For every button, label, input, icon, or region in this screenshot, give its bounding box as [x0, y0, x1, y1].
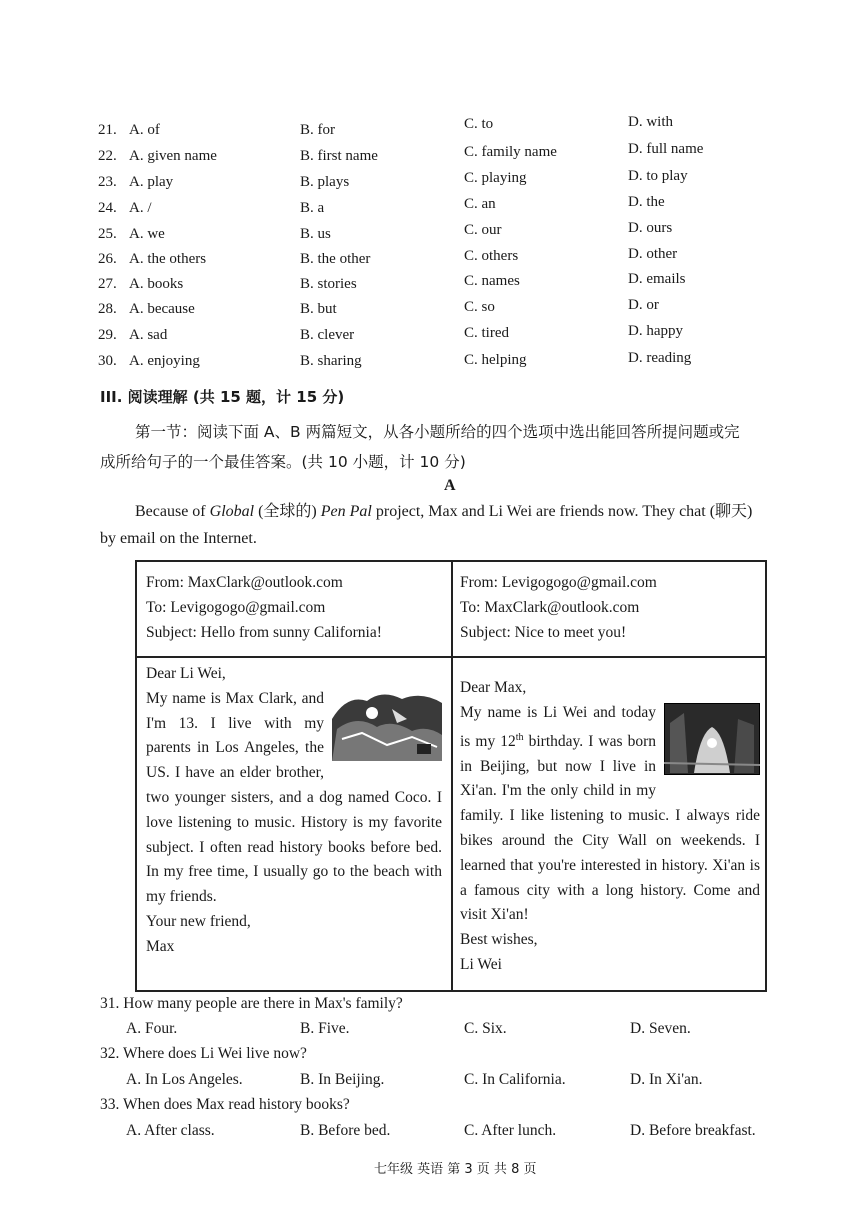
- question-text: 33. When does Max read history books?: [100, 1096, 350, 1113]
- right-body-post: birthday. I was born in Beijing, but now I live in Xi'an. I'm the only child in my family. I like listening to music. I always ride bikes around the City Wall on weekends. I learned that you're interested in history. Xi'an is a famous city with a long history. Come and visit Xi'an!: [460, 732, 760, 924]
- left-email-header: [146, 570, 446, 645]
- option-d: D. full name: [628, 141, 704, 157]
- option-d: D. to play: [628, 168, 688, 184]
- question-number: 30.: [98, 353, 117, 369]
- left-email-body: [146, 662, 442, 960]
- option-row-21: [0, 114, 868, 148]
- option-d: D. the: [628, 194, 665, 210]
- option-b: B. first name: [300, 148, 378, 164]
- option-d: D. other: [628, 246, 678, 262]
- option-c: C. our: [464, 222, 502, 238]
- question-number: 27.: [98, 276, 117, 292]
- left-closing: Your new friend,: [146, 912, 251, 930]
- email-table: [135, 560, 767, 992]
- option-c: C. to: [464, 116, 494, 132]
- option-a: A. After class.: [126, 1122, 215, 1139]
- left-greeting: Dear Li Wei,: [146, 665, 226, 682]
- intro-penpal: Pen Pal: [320, 503, 372, 520]
- right-body-pre: My name is Li Wei and today is my 12: [460, 703, 656, 750]
- option-a: A. because: [129, 301, 195, 317]
- question-number: 28.: [98, 301, 117, 317]
- intro-text-3: project, Max and Li Wei are friends now. They chat (聊天): [371, 503, 753, 520]
- option-row-25: [0, 220, 868, 252]
- right-signature: Li Wei: [460, 955, 502, 973]
- option-a: A. Four.: [126, 1020, 178, 1037]
- option-c: C. After lunch.: [464, 1122, 557, 1139]
- passage-intro: [135, 498, 752, 525]
- option-b: B. clever: [300, 327, 355, 343]
- option-b: B. a: [300, 200, 325, 216]
- option-d: D. or: [628, 297, 659, 313]
- right-subject: Subject: Nice to meet you!: [460, 624, 627, 641]
- left-body: My name is Max Clark, and I'm 13. I live with my parents in Los Angeles, the US. I have an elder brother, two younger sisters, and a dog named Coco. I love listening to music. History is my favorite subject. I often read history books before bed. In my free time, I usually go to the beach with my friends.: [146, 689, 442, 906]
- right-closing: Best wishes,: [460, 931, 538, 949]
- left-from: From: MaxClark@outlook.com: [146, 574, 343, 591]
- option-a: A. we: [129, 226, 165, 242]
- option-d: D. Seven.: [630, 1020, 691, 1037]
- option-c: C. Six.: [464, 1020, 507, 1037]
- option-b: B. Five.: [300, 1020, 350, 1037]
- option-b: B. In Beijing.: [300, 1071, 385, 1088]
- option-c: C. an: [464, 196, 496, 212]
- option-a: A. given name: [129, 148, 217, 164]
- option-a: A. /: [129, 200, 152, 216]
- option-row-27: [0, 271, 868, 302]
- option-c: C. family name: [464, 144, 557, 160]
- question-number: 24.: [98, 200, 117, 216]
- right-from: From: Levigogogo@gmail.com: [460, 574, 657, 591]
- option-b: B. but: [300, 301, 337, 317]
- right-to: To: MaxClark@outlook.com: [460, 599, 640, 616]
- question-number: 25.: [98, 226, 117, 242]
- city-wall-photo: [664, 703, 760, 784]
- question-number: 26.: [98, 251, 117, 267]
- option-d: D. Before breakfast.: [630, 1122, 756, 1139]
- option-a: A. play: [129, 174, 174, 190]
- option-d: D. emails: [628, 271, 686, 287]
- option-c: C. so: [464, 299, 495, 315]
- right-body-sup: th: [515, 731, 524, 743]
- section-title: III. 阅读理解 (共 15 题，计 15 分): [100, 388, 345, 406]
- option-b: B. sharing: [300, 353, 362, 369]
- option-row-23: [0, 168, 868, 200]
- option-c: C. others: [464, 248, 519, 264]
- option-a: A. the others: [129, 251, 207, 267]
- option-a: A. books: [129, 276, 184, 292]
- option-c: C. In California.: [464, 1071, 566, 1088]
- question-number: 21.: [98, 122, 117, 138]
- option-row-28: [0, 297, 868, 327]
- intro-text-2: (全球的): [254, 503, 321, 520]
- question-number: 23.: [98, 174, 117, 190]
- table-divider-horizontal: [137, 656, 765, 658]
- option-a: A. sad: [129, 327, 168, 343]
- option-a: A. enjoying: [129, 353, 200, 369]
- right-greeting: Dear Max,: [460, 679, 527, 696]
- question-number: 29.: [98, 327, 117, 343]
- table-divider-vertical: [451, 562, 453, 990]
- option-d: D. ours: [628, 220, 673, 236]
- left-subject: Subject: Hello from sunny California!: [146, 624, 382, 641]
- city-wall-photo-icon: [664, 703, 760, 775]
- option-c: C. helping: [464, 352, 527, 368]
- right-email-body: [460, 676, 760, 978]
- option-c: C. names: [464, 273, 520, 289]
- beach-photo-icon: [332, 689, 442, 761]
- option-row-24: [0, 194, 868, 226]
- option-row-29: [0, 323, 868, 353]
- option-b: B. the other: [300, 251, 371, 267]
- left-signature: Max: [146, 937, 175, 955]
- option-d: D. reading: [628, 350, 692, 366]
- passage-label: A: [444, 477, 456, 494]
- page-footer: 七年级 英语 第 3 页 共 8 页: [374, 1162, 537, 1177]
- question-text: 32. Where does Li Wei live now?: [100, 1045, 307, 1062]
- option-b: B. Before bed.: [300, 1122, 391, 1139]
- question-number: 22.: [98, 148, 117, 164]
- intro-global: Global: [209, 503, 255, 520]
- option-a: A. of: [129, 122, 160, 138]
- option-a: A. In Los Angeles.: [126, 1071, 243, 1088]
- option-d: D. In Xi'an.: [630, 1071, 703, 1088]
- option-b: B. stories: [300, 276, 357, 292]
- option-row-26: [0, 246, 868, 277]
- right-email-header: [460, 570, 760, 645]
- left-to: To: Levigogogo@gmail.com: [146, 599, 326, 616]
- passage-intro-line-2: by email on the Internet.: [100, 530, 257, 547]
- instruction-line-2: 成所给句子的一个最佳答案。(共 10 小题，计 10 分): [100, 453, 466, 471]
- option-row-30: [0, 350, 868, 379]
- option-c: C. tired: [464, 325, 509, 341]
- option-b: B. for: [300, 122, 335, 138]
- option-b: B. us: [300, 226, 331, 242]
- question-text: 31. How many people are there in Max's family?: [100, 995, 403, 1012]
- option-d: D. with: [628, 114, 673, 130]
- option-c: C. playing: [464, 170, 527, 186]
- intro-text-1: Because of: [135, 503, 210, 520]
- beach-photo: [332, 689, 442, 770]
- option-row-22: [0, 141, 868, 174]
- option-d: D. happy: [628, 323, 683, 339]
- option-b: B. plays: [300, 174, 350, 190]
- instruction-line-1: 第一节：阅读下面 A、B 两篇短文，从各小题所给的四个选项中选出能回答所提问题或完: [135, 423, 740, 441]
